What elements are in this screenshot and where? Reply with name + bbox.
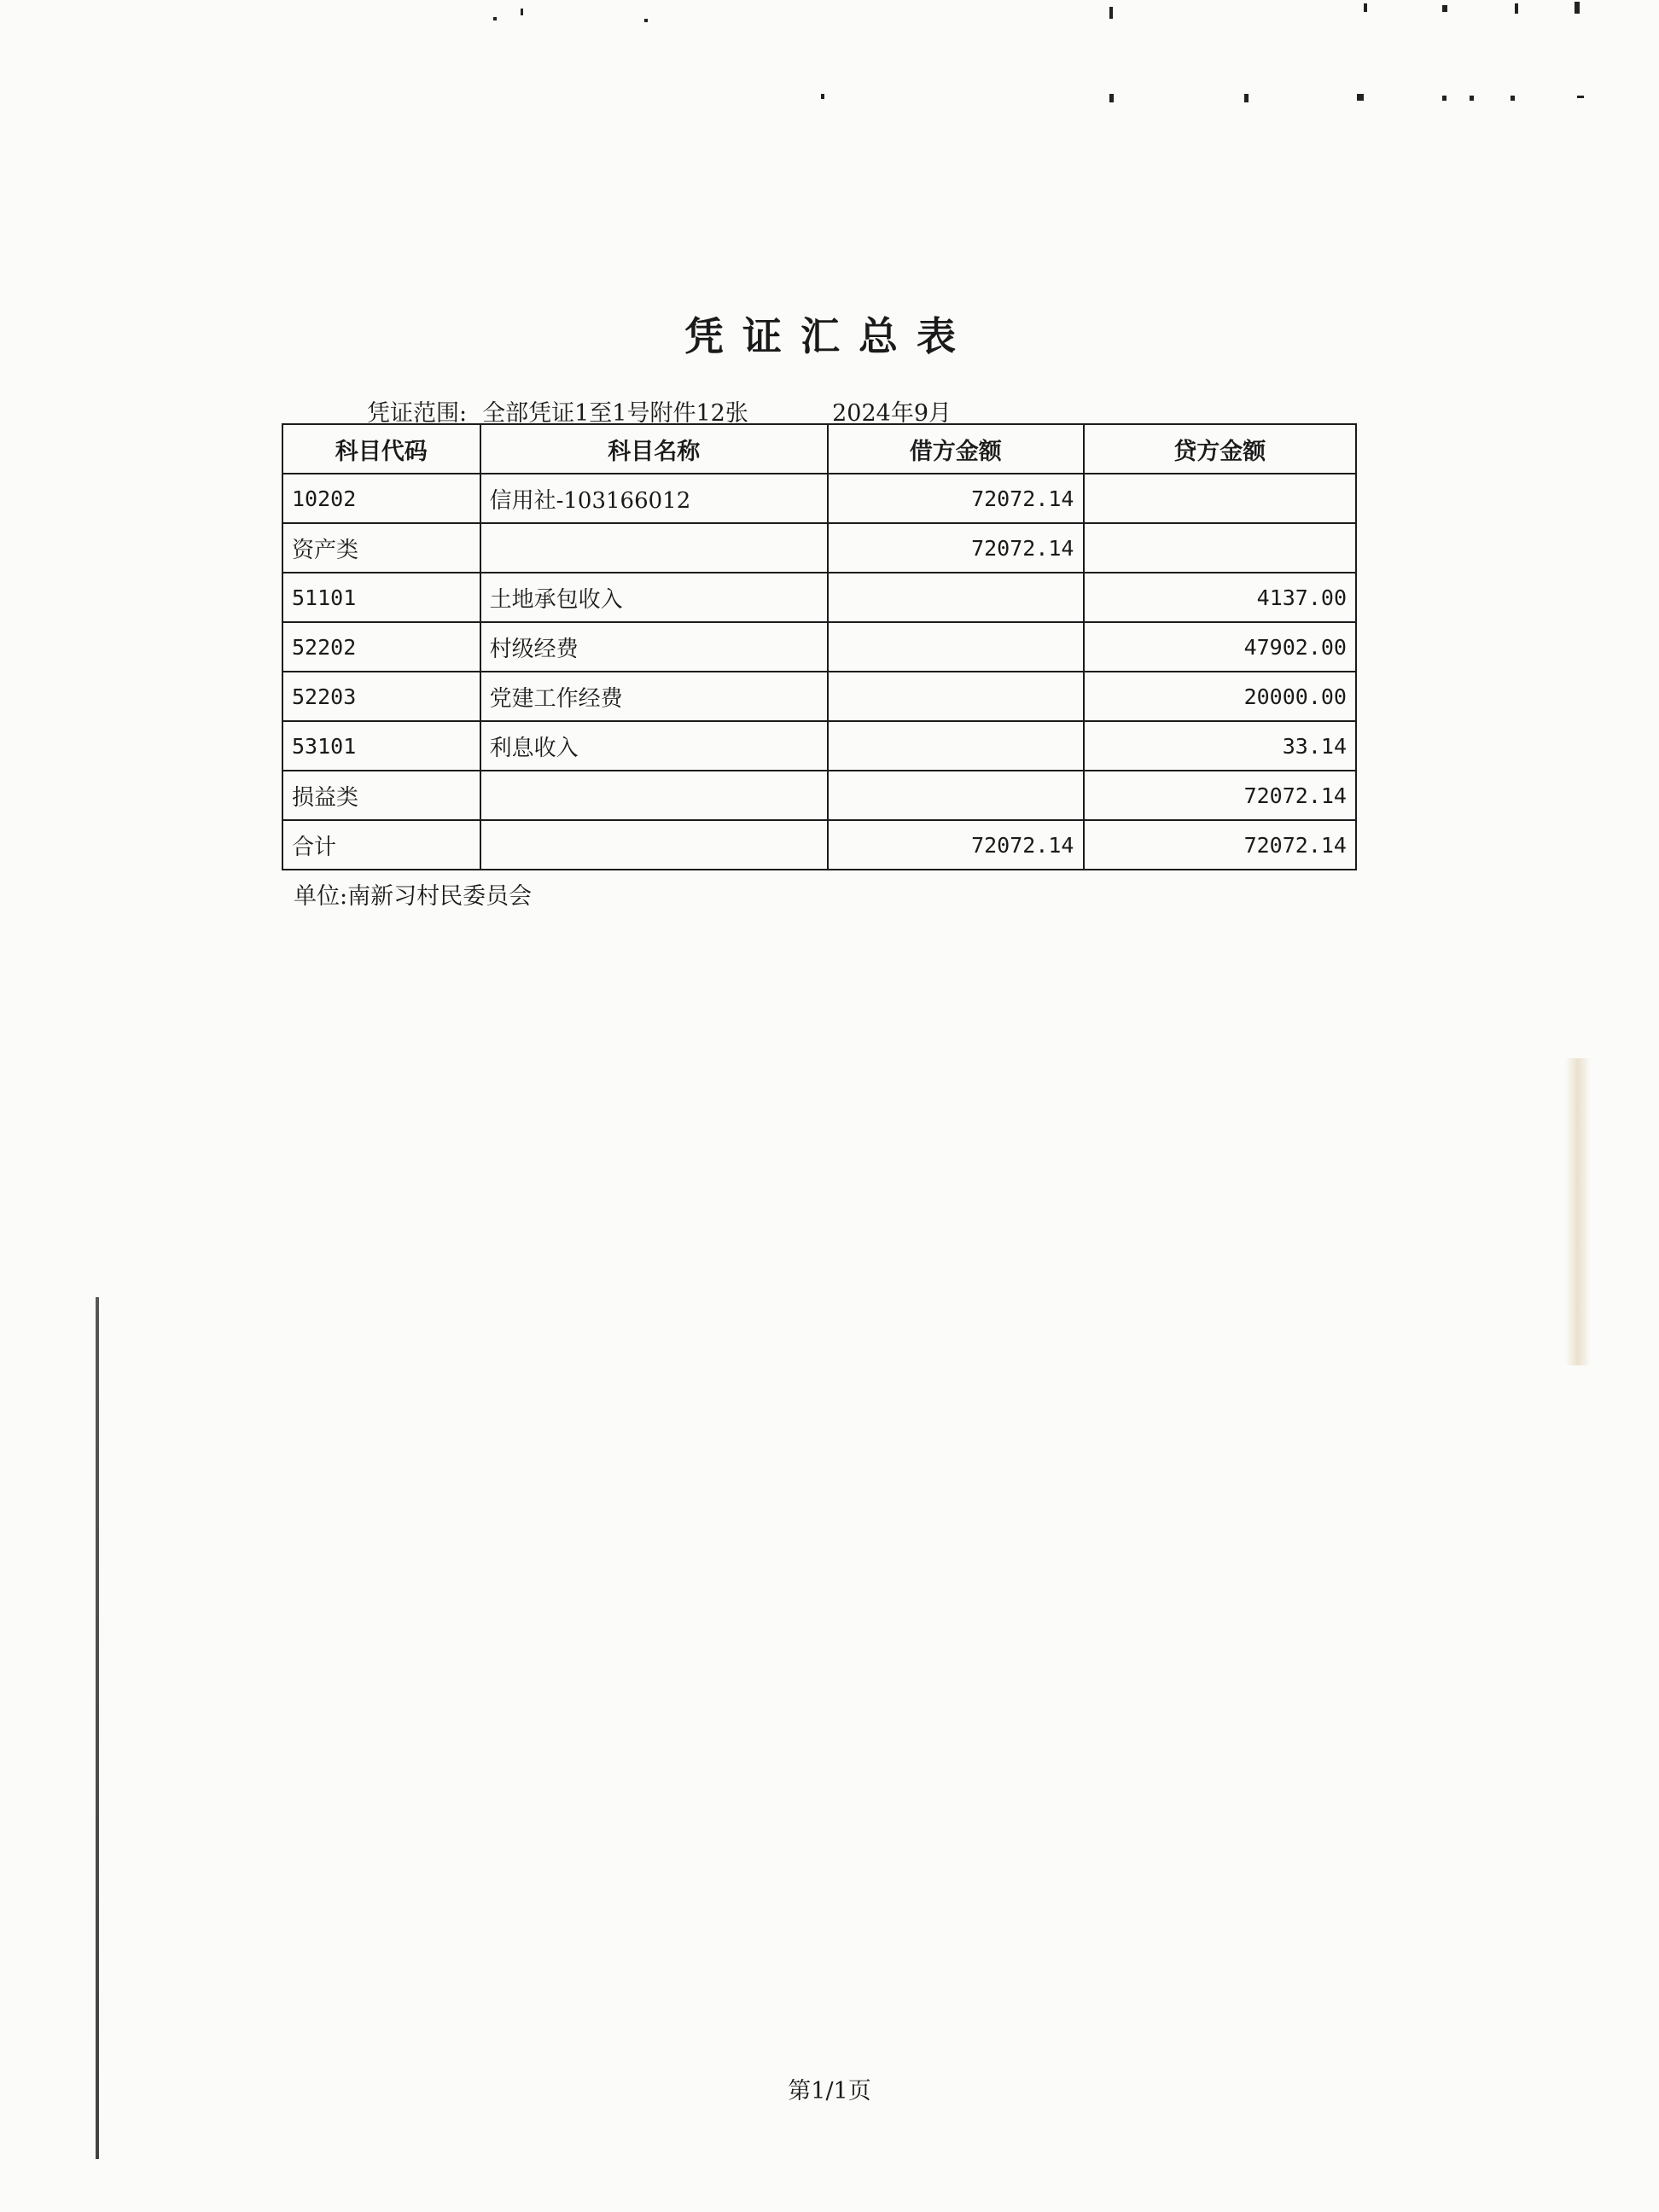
header-code: 科目代码 — [282, 424, 480, 474]
cell-credit: 4137.00 — [1084, 573, 1357, 622]
table-row — [282, 523, 1356, 573]
table-total-row — [282, 820, 1356, 870]
scan-stain — [1565, 1058, 1591, 1365]
cell-code: 52203 — [282, 672, 480, 721]
cell-code: 10202 — [282, 474, 480, 523]
page-title: 凭证汇总表 — [684, 313, 975, 359]
cell-debit — [828, 622, 1084, 672]
unit-label: 单位:南新习村民委员会 — [294, 883, 533, 910]
cell-code: 损益类 — [282, 771, 480, 820]
range-label: 凭证范围: — [367, 400, 468, 427]
cell-debit: 72072.14 — [828, 820, 1084, 870]
page-number: 第1/1页 — [788, 2078, 871, 2104]
table-row — [282, 672, 1356, 721]
cell-credit: 33.14 — [1084, 721, 1357, 771]
cell-name: 信用社-103166012 — [480, 474, 828, 523]
cell-name — [480, 820, 828, 870]
header-name: 科目名称 — [480, 424, 828, 474]
header-debit: 借方金额 — [828, 424, 1084, 474]
table-row — [282, 474, 1356, 523]
cell-name — [480, 771, 828, 820]
cell-debit — [828, 721, 1084, 771]
cell-debit: 72072.14 — [828, 474, 1084, 523]
cell-credit: 72072.14 — [1084, 771, 1357, 820]
cell-code: 52202 — [282, 622, 480, 672]
range-value: 全部凭证1至1号附件12张 — [482, 400, 748, 427]
cell-code: 合计 — [282, 820, 480, 870]
voucher-summary-table — [282, 423, 1357, 870]
table-row — [282, 622, 1356, 672]
table-row — [282, 721, 1356, 771]
cell-debit: 72072.14 — [828, 523, 1084, 573]
cell-code: 53101 — [282, 721, 480, 771]
cell-name: 村级经费 — [480, 622, 828, 672]
cell-name — [480, 523, 828, 573]
cell-name: 党建工作经费 — [480, 672, 828, 721]
cell-credit: 47902.00 — [1084, 622, 1357, 672]
cell-code: 资产类 — [282, 523, 480, 573]
cell-debit — [828, 672, 1084, 721]
period: 2024年9月 — [832, 400, 952, 427]
cell-credit — [1084, 474, 1357, 523]
table-header-row — [282, 424, 1356, 474]
scan-edge-shadow — [96, 1297, 99, 2159]
cell-name: 利息收入 — [480, 721, 828, 771]
cell-code: 51101 — [282, 573, 480, 622]
cell-credit: 20000.00 — [1084, 672, 1357, 721]
scan-artifacts-top — [0, 0, 1659, 119]
cell-credit — [1084, 523, 1357, 573]
table-row — [282, 573, 1356, 622]
cell-debit — [828, 771, 1084, 820]
cell-credit: 72072.14 — [1084, 820, 1357, 870]
cell-name: 土地承包收入 — [480, 573, 828, 622]
table-row — [282, 771, 1356, 820]
header-credit: 贷方金额 — [1084, 424, 1357, 474]
cell-debit — [828, 573, 1084, 622]
